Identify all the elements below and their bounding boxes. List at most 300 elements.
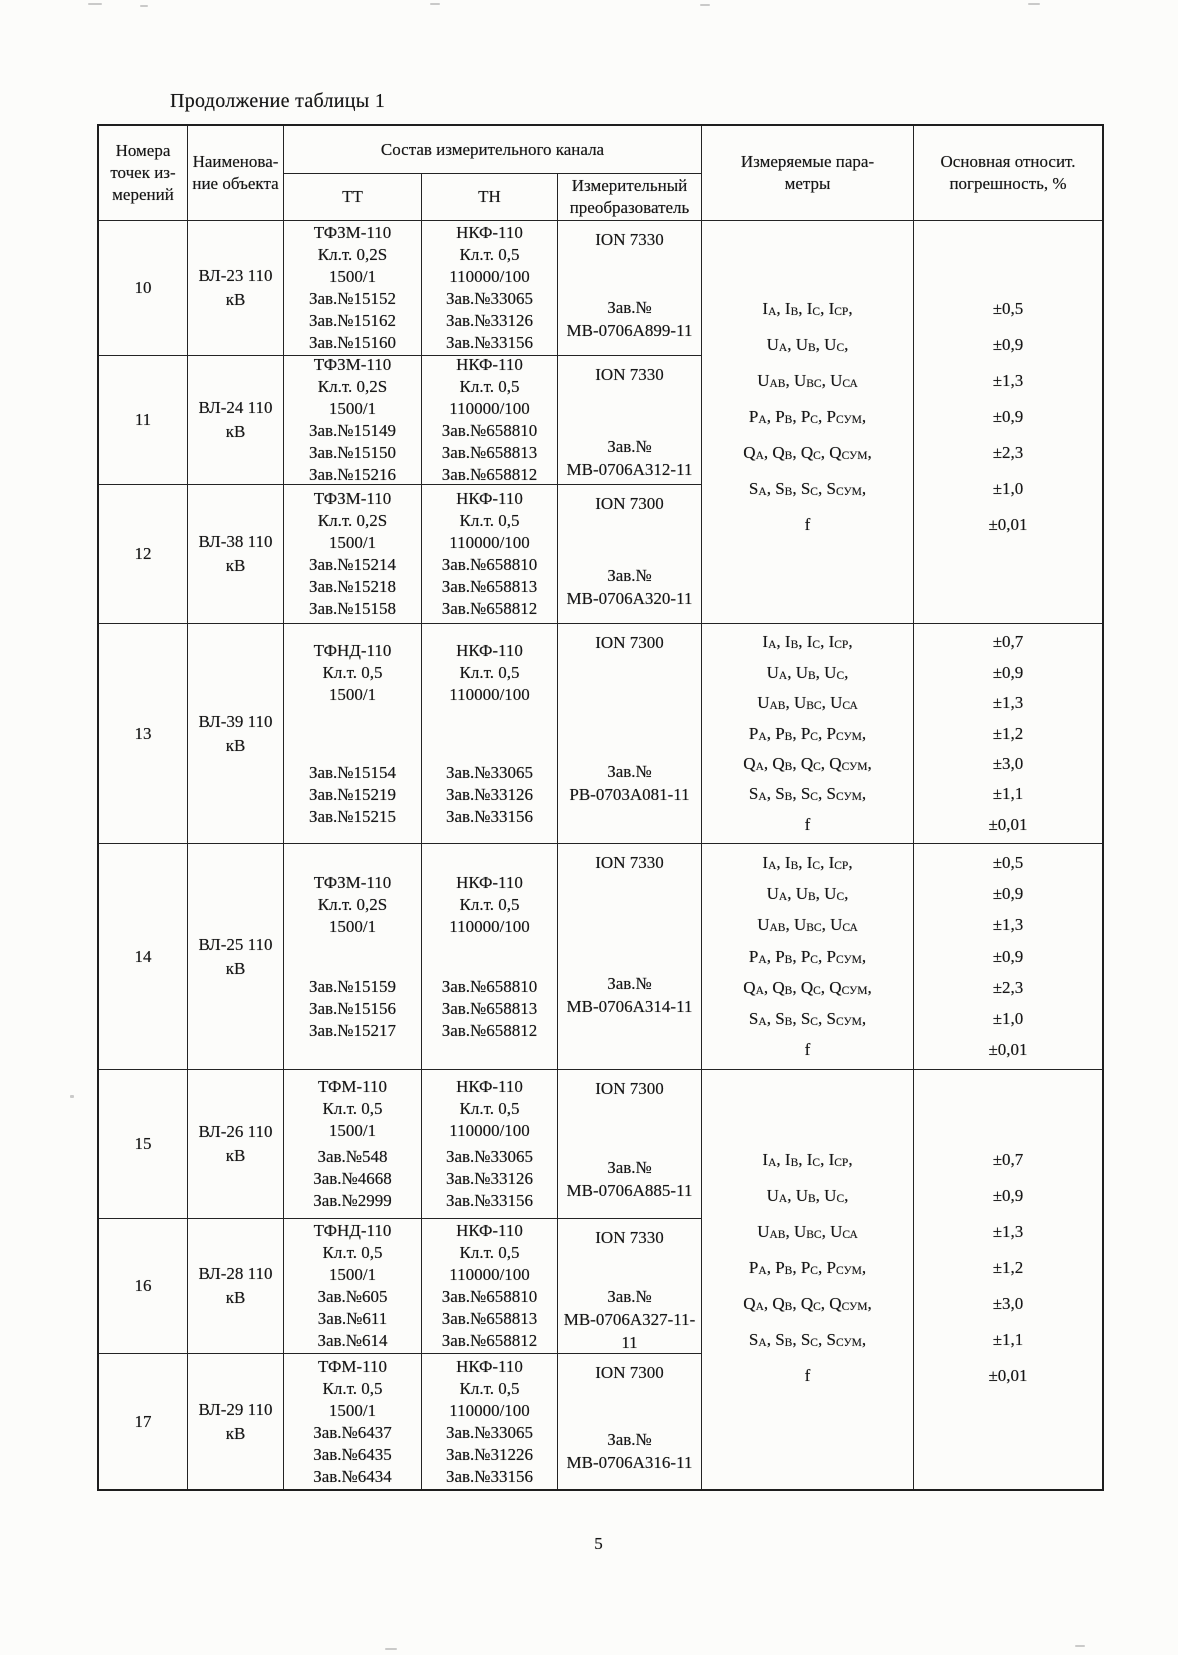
tn-serial-number: Зав.№658810 (441, 421, 538, 440)
transducer-serial-line: Зав.№ (607, 437, 652, 457)
error-value: ±0,01 (988, 1039, 1028, 1059)
tn-spec-line: 110000/100 (449, 916, 530, 936)
transducer-serial (558, 564, 701, 610)
header-line: Измерительный (571, 176, 688, 195)
parameter-line: f (804, 1039, 811, 1059)
object-name-cell (188, 1070, 284, 1219)
tt-serials (309, 554, 396, 620)
tt-spec (318, 1076, 387, 1142)
tn-serial-number: Зав.№31226 (445, 1444, 534, 1464)
continuation-title: Продолжение таблицы 1 (170, 90, 386, 112)
tt-spec (314, 640, 392, 706)
parameter-line: f (804, 814, 811, 834)
tn-spec-line: 110000/100 (449, 399, 530, 418)
tn-cell (422, 1070, 558, 1219)
object-name-line: кВ (225, 958, 246, 978)
error-value: ±1,3 (992, 915, 1024, 935)
transducer-serial-line: 11 (621, 1332, 638, 1352)
tn-serial-number: Зав.№33065 (445, 762, 534, 782)
tn-cell (422, 844, 558, 1070)
tt-spec-line: ТФЗМ-110 (313, 872, 392, 892)
tn-spec-line: Кл.т. 0,5 (459, 662, 520, 682)
error-values-cell (914, 221, 1102, 624)
error-value: ±1,2 (992, 1257, 1024, 1277)
tn-spec-line: НКФ-110 (456, 223, 523, 242)
error-value: ±1,2 (992, 723, 1024, 743)
transducer-model: ION 7330 (595, 230, 664, 249)
parameter-line: Q $_А$ , Q $_В$ , Q $_С$ , Q $_{СУМ}$ , (743, 1293, 872, 1313)
tn-spec-line: 110000/100 (449, 533, 530, 552)
tn-serial-number: Зав.№33065 (445, 1147, 534, 1166)
header-tn: ТН (422, 174, 558, 221)
transducer-serial (558, 1428, 701, 1474)
parameter-line: I $_А$ , I $_В$ , I $_С$ , I $_{СР}$ , (762, 299, 853, 318)
error-value: ±0,7 (992, 632, 1024, 652)
tt-spec (314, 872, 392, 938)
tt-spec-line: ТФНД-110 (313, 1221, 392, 1240)
scan-mark (1075, 1645, 1085, 1647)
error-value: ±3,0 (992, 1293, 1024, 1313)
tt-serial-number: Зав.№605 (317, 1287, 388, 1306)
header-transducer (558, 174, 702, 221)
tn-spec-line: Кл.т. 0,5 (459, 1243, 520, 1262)
tt-spec-line: Кл.т. 0,5 (322, 662, 383, 682)
page-number: 5 (594, 1534, 603, 1553)
tt-cell (284, 221, 422, 356)
transducer-model: ION 7300 (595, 1363, 664, 1382)
object-name-cell (188, 844, 284, 1070)
header-line: ние объекта (192, 174, 279, 193)
tt-serial-number: Зав.№15215 (308, 806, 397, 826)
tt-serials (309, 976, 396, 1042)
tn-serial-number: Зав.№658813 (441, 998, 538, 1018)
parameter-line: f (804, 515, 811, 534)
object-name-line: кВ (225, 735, 246, 755)
error-value: ±0,9 (992, 407, 1024, 426)
tn-spec-line: НКФ-110 (456, 872, 523, 892)
measured-parameters-cell (702, 1070, 914, 1489)
error-value: ±0,5 (992, 299, 1024, 318)
parameter-line: S $_А$ , S $_В$ , S $_С$ , S $_{СУМ}$ , (748, 479, 867, 498)
tn-serials (446, 1422, 533, 1488)
tt-spec-line: 1500/1 (328, 684, 377, 704)
transducer-serial-line: МВ-0706А312-11 (566, 460, 693, 480)
parameter-line: U $_А$ , U $_В$ , U $_С$ , (766, 884, 849, 904)
tn-spec-line: НКФ-110 (456, 1221, 523, 1240)
tn-serials (446, 288, 533, 354)
tt-spec (314, 356, 392, 420)
tn-serial-number: Зав.№658810 (441, 1287, 538, 1306)
point-number-cell: 16 (99, 1219, 188, 1354)
object-name-line: ВЛ-26 110 (198, 1122, 273, 1141)
tt-spec-line: Кл.т. 0,5 (322, 1378, 383, 1398)
transducer-serial-line: Зав.№ (607, 1157, 652, 1177)
tt-spec-line: 1500/1 (328, 399, 377, 418)
tt-serial-number: Зав.№15219 (308, 784, 397, 804)
transducer-serial-line: МВ-0706А885-11 (566, 1180, 693, 1200)
tn-spec-line: Кл.т. 0,5 (459, 894, 520, 914)
header-relative-error (914, 126, 1102, 221)
tt-spec (314, 222, 392, 288)
error-value: ±1,1 (992, 1329, 1024, 1349)
transducer-serial-line: Зав.№ (607, 1430, 652, 1450)
tn-spec-line: НКФ-110 (456, 1077, 523, 1096)
transducer-serial-line: МВ-0706А899-11 (566, 321, 693, 341)
tn-serials (446, 762, 533, 828)
tn-spec-line: Кл.т. 0,5 (459, 245, 520, 264)
tn-cell (422, 1219, 558, 1354)
tt-serial-number: Зав.№15160 (308, 333, 397, 352)
tn-cell (422, 1354, 558, 1489)
tt-serial-number: Зав.№15154 (308, 762, 397, 782)
transducer-model: ION 7330 (595, 853, 664, 872)
tt-serials (309, 762, 396, 828)
tn-serials (442, 420, 538, 485)
point-number-cell: 14 (99, 844, 188, 1070)
error-values-cell (914, 624, 1102, 844)
tn-spec (449, 1356, 530, 1422)
transducer-serial-line: Зав.№ (607, 565, 652, 585)
transducer-cell (558, 221, 702, 356)
parameter-line: U $_{АВ}$ , U $_{ВС}$ , U $_{СА}$ (757, 915, 858, 935)
object-name-cell (188, 624, 284, 844)
object-name-line: ВЛ-29 110 (198, 1399, 273, 1419)
tt-cell (284, 485, 422, 624)
tn-spec-line: НКФ-110 (456, 489, 523, 508)
tt-cell (284, 1070, 422, 1219)
tt-spec-line: ТФМ-110 (317, 1356, 388, 1376)
tn-serials (442, 1286, 538, 1352)
tt-serial-number: Зав.№15162 (308, 311, 397, 330)
tt-serial-number: Зав.№15159 (308, 976, 397, 996)
parameter-line: U $_А$ , U $_В$ , U $_С$ , (766, 662, 849, 682)
tt-serials (309, 288, 396, 354)
header-measured-parameters (702, 126, 914, 221)
tn-serial-number: Зав.№33156 (445, 1466, 534, 1486)
tt-serial-number: Зав.№15152 (308, 289, 397, 308)
parameter-line: S $_А$ , S $_В$ , S $_С$ , S $_{СУМ}$ , (748, 784, 867, 804)
tn-spec-line: НКФ-110 (456, 356, 523, 374)
error-value: ±0,9 (992, 946, 1024, 966)
transducer-serial (558, 435, 701, 481)
transducer-model: ION 7300 (595, 633, 664, 652)
header-line: Наименова- (192, 152, 279, 171)
tn-serial-number: Зав.№33126 (445, 311, 534, 330)
point-number-cell: 10 (99, 221, 188, 356)
object-name-line: кВ (225, 1146, 246, 1165)
tn-serial-number: Зав.№33126 (445, 784, 534, 804)
transducer-serial (558, 760, 701, 806)
transducer-serial-line: МВ-0706А314-11 (566, 997, 693, 1017)
parameter-line: U $_{АВ}$ , U $_{ВС}$ , U $_{СА}$ (757, 693, 858, 713)
header-line: погрешность, % (949, 174, 1067, 193)
header-line: Основная относит. (940, 152, 1076, 171)
object-name-cell (188, 356, 284, 485)
transducer-serial-line: Зав.№ (607, 1286, 652, 1306)
parameter-line: S $_А$ , S $_В$ , S $_С$ , S $_{СУМ}$ , (748, 1008, 867, 1028)
tt-serial-number: Зав.№15149 (308, 421, 397, 440)
tn-spec (449, 488, 530, 554)
transducer-cell (558, 1219, 702, 1354)
tt-cell (284, 1354, 422, 1489)
error-value: ±0,01 (988, 814, 1028, 834)
tn-serial-number: Зав.№658813 (441, 577, 538, 596)
transducer-cell (558, 624, 702, 844)
tn-spec (449, 640, 530, 706)
error-value: ±2,3 (992, 977, 1024, 997)
transducer-model: ION 7330 (595, 1228, 664, 1247)
transducer-serial-line: Зав.№ (607, 974, 652, 994)
tt-cell (284, 356, 422, 485)
object-name-line: ВЛ-38 110 (198, 532, 273, 551)
point-number-cell: 17 (99, 1354, 188, 1489)
tn-spec-line: Кл.т. 0,5 (459, 511, 520, 530)
tt-spec-line: 1500/1 (328, 1265, 377, 1284)
tt-spec-line: ТФЗМ-110 (313, 489, 392, 508)
tn-spec-line: Кл.т. 0,5 (459, 1378, 520, 1398)
transducer-cell (558, 356, 702, 485)
header-measurement-points (99, 126, 188, 221)
tt-spec-line: ТФНД-110 (313, 640, 392, 660)
tn-spec-line: Кл.т. 0,5 (459, 377, 520, 396)
tt-spec-line: ТФЗМ-110 (313, 223, 392, 242)
measured-parameters-cell (702, 844, 914, 1070)
transducer-serial-line: МВ-0706А320-11 (566, 588, 693, 608)
parameter-line: P $_А$ , P $_В$ , P $_С$ , P $_{СУМ}$ , (748, 946, 867, 966)
tn-spec (449, 222, 530, 288)
parameter-line: Q $_А$ , Q $_В$ , Q $_С$ , Q $_{СУМ}$ , (743, 443, 872, 462)
scan-mark (140, 5, 148, 7)
error-values-cell (914, 1070, 1102, 1489)
header-line: преобразователь (569, 198, 690, 217)
tn-cell (422, 485, 558, 624)
object-name-line: ВЛ-24 110 (198, 398, 273, 417)
tn-spec-line: НКФ-110 (456, 1356, 523, 1376)
transducer-serial (558, 1156, 701, 1202)
transducer-serial-line: МВ-0706А316-11 (566, 1453, 693, 1473)
tn-serial-number: Зав.№658812 (441, 1020, 538, 1040)
parameter-line: I $_А$ , I $_В$ , I $_С$ , I $_{СР}$ , (762, 1149, 853, 1169)
transducer-serial (558, 1285, 701, 1354)
tt-serials (313, 1422, 392, 1488)
error-value: ±0,9 (992, 662, 1024, 682)
object-name-line: кВ (225, 290, 246, 309)
tt-serial-number: Зав.№15216 (308, 465, 397, 484)
parameter-line: f (804, 1365, 811, 1385)
tt-serial-number: Зав.№548 (317, 1147, 388, 1166)
tt-spec-line: Кл.т. 0,2S (317, 511, 388, 530)
header-line: Номера (115, 141, 171, 160)
transducer-serial-line: РВ-0703А081-11 (569, 784, 690, 804)
tt-serial-number: Зав.№614 (317, 1331, 388, 1350)
error-value: ±3,0 (992, 753, 1024, 773)
object-name-line: кВ (225, 556, 246, 575)
tn-serial-number: Зав.№658813 (441, 1309, 538, 1328)
tn-spec-line: Кл.т. 0,5 (459, 1099, 520, 1118)
scan-mark (700, 4, 710, 6)
tn-spec (449, 1076, 530, 1142)
object-name-line: кВ (225, 1288, 246, 1307)
object-name-line: ВЛ-23 110 (198, 266, 273, 285)
error-value: ±1,1 (992, 784, 1024, 804)
tt-spec (318, 1356, 387, 1422)
tn-spec (449, 356, 530, 420)
scan-mark (70, 1095, 74, 1098)
tn-spec (449, 872, 530, 938)
tt-serial-number: Зав.№2999 (313, 1191, 392, 1210)
tn-serial-number: Зав.№658813 (441, 443, 538, 462)
tn-spec-line: НКФ-110 (456, 640, 523, 660)
tt-spec (314, 488, 392, 554)
tt-serials (309, 420, 396, 485)
error-value: ±0,01 (988, 515, 1028, 534)
tt-spec-line: 1500/1 (328, 267, 377, 286)
tn-serials (442, 554, 538, 620)
error-values-cell (914, 844, 1102, 1070)
transducer-serial-line: МВ-0706А327-11- (563, 1309, 696, 1329)
error-value: ±0,01 (988, 1365, 1028, 1385)
parameter-line: I $_А$ , I $_В$ , I $_С$ , I $_{СР}$ , (762, 632, 853, 652)
parameter-line: P $_А$ , P $_В$ , P $_С$ , P $_{СУМ}$ , (748, 1257, 867, 1277)
tt-spec (314, 1220, 392, 1286)
point-number-cell: 11 (99, 356, 188, 485)
parameter-line: U $_{АВ}$ , U $_{ВС}$ , U $_{СА}$ (757, 371, 858, 390)
measured-parameters-cell (702, 221, 914, 624)
tt-serial-number: Зав.№15218 (308, 577, 397, 596)
tn-spec-line: 110000/100 (449, 267, 530, 286)
tn-spec-line: 110000/100 (449, 1121, 530, 1140)
tt-serial-number: Зав.№6435 (313, 1444, 392, 1464)
tt-spec-line: Кл.т. 0,5 (322, 1243, 383, 1262)
header-line: Измеряемые пара- (740, 152, 875, 171)
point-number-cell: 12 (99, 485, 188, 624)
error-value: ±0,5 (992, 853, 1024, 873)
header-object-name (188, 126, 284, 221)
tt-spec-line: 1500/1 (328, 916, 377, 936)
transducer-model: ION 7330 (595, 365, 664, 384)
scan-mark (385, 1648, 397, 1650)
tt-spec-line: 1500/1 (328, 1121, 377, 1140)
transducer-model: ION 7300 (595, 494, 664, 513)
tt-spec-line: Кл.т. 0,5 (322, 1099, 383, 1118)
tt-serial-number: Зав.№6434 (313, 1466, 392, 1486)
tt-serial-number: Зав.№4668 (313, 1169, 392, 1188)
object-name-line: кВ (225, 422, 246, 441)
tn-serial-number: Зав.№658812 (441, 599, 538, 618)
transducer-serial-line: Зав.№ (607, 298, 652, 318)
tn-spec-line: 110000/100 (449, 1265, 530, 1284)
parameter-line: U $_А$ , U $_В$ , U $_С$ , (766, 1185, 849, 1205)
object-name-line: ВЛ-39 110 (198, 711, 273, 731)
header-tt: ТТ (284, 174, 422, 221)
error-value: ±1,3 (992, 693, 1024, 713)
tt-serial-number: Зав.№15150 (308, 443, 397, 462)
tn-serial-number: Зав.№658810 (441, 555, 538, 574)
tn-serials (446, 1146, 533, 1212)
tn-serial-number: Зав.№33065 (445, 289, 534, 308)
object-name-line: ВЛ-28 110 (198, 1264, 273, 1283)
error-value: ±1,3 (992, 1221, 1024, 1241)
point-number-cell: 13 (99, 624, 188, 844)
object-name-cell (188, 485, 284, 624)
header-line: метры (784, 174, 831, 193)
tn-serial-number: Зав.№658812 (441, 465, 538, 484)
transducer-cell (558, 485, 702, 624)
tt-spec-line: ТФЗМ-110 (313, 356, 392, 374)
tt-spec-line: Кл.т. 0,2S (317, 894, 388, 914)
transducer-serial (558, 296, 701, 342)
tn-spec (449, 1220, 530, 1286)
tt-spec-line: Кл.т. 0,2S (317, 377, 388, 396)
header-channel-composition: Состав измерительного канала (284, 126, 702, 174)
header-line: мерений (112, 185, 174, 204)
error-value: ±0,9 (992, 335, 1024, 354)
object-name-cell (188, 1219, 284, 1354)
tt-serials (313, 1146, 392, 1212)
transducer-cell (558, 1354, 702, 1489)
tn-serials (442, 976, 538, 1042)
header-line: точек из- (110, 163, 176, 182)
parameter-line: Q $_А$ , Q $_В$ , Q $_С$ , Q $_{СУМ}$ , (743, 753, 872, 773)
parameter-line: U $_{АВ}$ , U $_{ВС}$ , U $_{СА}$ (757, 1221, 858, 1241)
tt-spec-line: Кл.т. 0,2S (317, 245, 388, 264)
tt-spec-line: ТФМ-110 (317, 1077, 388, 1096)
tt-serial-number: Зав.№15217 (308, 1020, 397, 1040)
tt-serial-number: Зав.№15214 (308, 555, 397, 574)
transducer-serial (558, 972, 701, 1018)
measured-parameters-cell (702, 624, 914, 844)
error-value: ±0,9 (992, 1185, 1024, 1205)
tn-spec-line: 110000/100 (449, 684, 530, 704)
tn-serial-number: Зав.№658812 (441, 1331, 538, 1350)
tn-serial-number: Зав.№33126 (445, 1169, 534, 1188)
tn-spec-line: 110000/100 (449, 1400, 530, 1420)
parameter-line: S $_А$ , S $_В$ , S $_С$ , S $_{СУМ}$ , (748, 1329, 867, 1349)
tt-cell (284, 624, 422, 844)
tn-cell (422, 221, 558, 356)
error-value: ±0,9 (992, 884, 1024, 904)
error-value: ±1,0 (992, 1008, 1024, 1028)
tt-cell (284, 1219, 422, 1354)
transducer-serial-line: Зав.№ (607, 761, 652, 781)
measurement-channels-table (97, 124, 1104, 1491)
tt-serial-number: Зав.№15156 (308, 998, 397, 1018)
tt-cell (284, 844, 422, 1070)
scan-mark (1028, 3, 1040, 5)
tn-serial-number: Зав.№658810 (441, 976, 538, 996)
tt-serial-number: Зав.№6437 (313, 1422, 392, 1442)
parameter-line: P $_А$ , P $_В$ , P $_С$ , P $_{СУМ}$ , (748, 723, 867, 743)
error-value: ±1,0 (992, 479, 1024, 498)
tn-cell (422, 356, 558, 485)
transducer-cell (558, 1070, 702, 1219)
parameter-line: Q $_А$ , Q $_В$ , Q $_С$ , Q $_{СУМ}$ , (743, 977, 872, 997)
tt-serial-number: Зав.№611 (317, 1309, 388, 1328)
transducer-model: ION 7300 (595, 1079, 664, 1098)
parameter-line: U $_А$ , U $_В$ , U $_С$ , (766, 335, 849, 354)
error-value: ±0,7 (992, 1149, 1024, 1169)
scan-mark (430, 3, 440, 5)
error-value: ±1,3 (992, 371, 1024, 390)
transducer-cell (558, 844, 702, 1070)
object-name-cell (188, 1354, 284, 1489)
tt-serials (317, 1286, 387, 1352)
scan-mark (88, 3, 102, 5)
tn-serial-number: Зав.№33065 (445, 1422, 534, 1442)
tt-spec-line: 1500/1 (328, 1400, 377, 1420)
tt-spec-line: 1500/1 (328, 533, 377, 552)
object-name-line: кВ (225, 1423, 246, 1443)
